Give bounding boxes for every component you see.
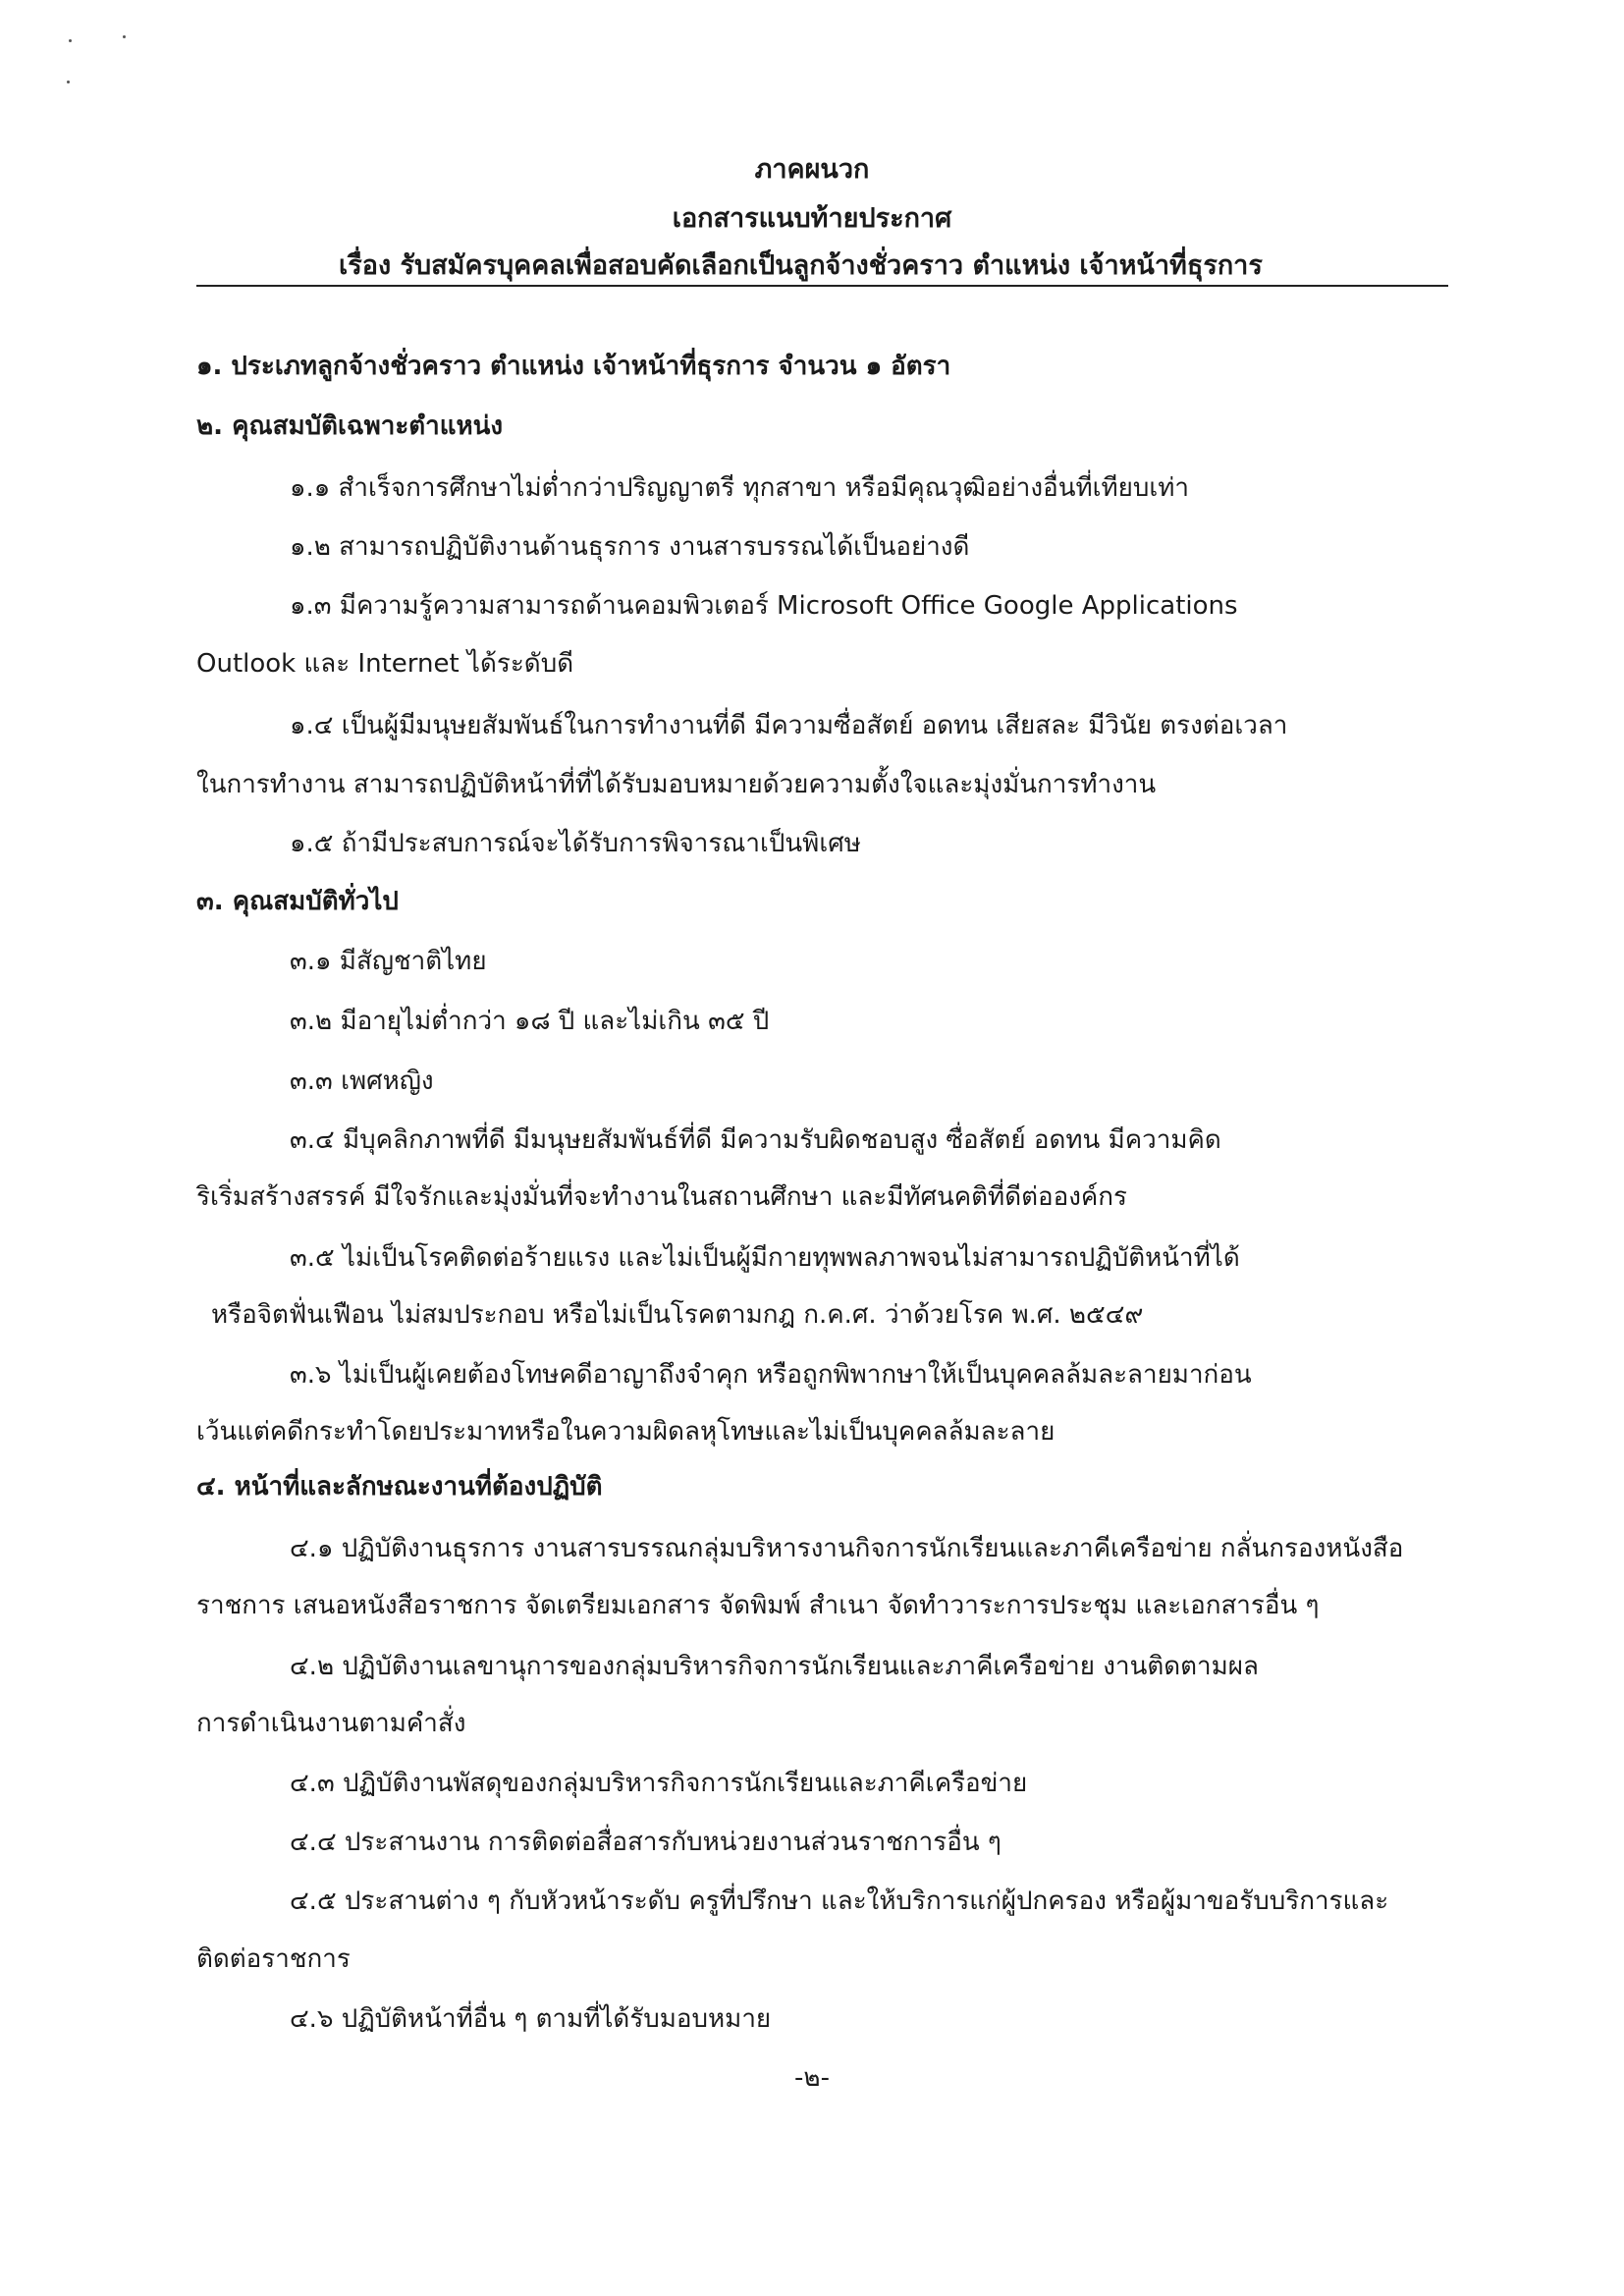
page-number: -๒- [794,2063,830,2093]
scan-speck [123,35,126,38]
item-4-1: ๔.๑ ปฏิบัติงานธุรการ งานสารบรรณกลุ่มบริหารงานกิจการนักเรียนและภาคีเครือข่าย กลั่นกรองหนังสือ [290,1534,1404,1563]
section-2-heading: ๒. คุณสมบัติเฉพาะตำแหน่ง [196,411,504,441]
subject-title: เรื่อง รับสมัครบุคคลเพื่อสอบคัดเลือกเป็นลูกจ้างชั่วคราว ตำแหน่ง เจ้าหน้าที่ธุรการ [339,250,1263,281]
item-3-6-continued: เว้นแต่คดีกระทำโดยประมาทหรือในความผิดลหุโทษและไม่เป็นบุคคลล้มละลาย [196,1417,1056,1447]
item-1-3-continued: Outlook และ Internet ได้ระดับดี [196,649,574,679]
section-4-heading: ๔. หน้าที่และลักษณะงานที่ต้องปฏิบัติ [196,1472,603,1502]
section-3-heading: ๓. คุณสมบัติทั่วไป [196,887,399,916]
item-1-3: ๑.๓ มีความรู้ความสามารถด้านคอมพิวเตอร์ Microsoft Office Google Applications [290,591,1238,621]
item-1-4: ๑.๔ เป็นผู้มีมนุษยสัมพันธ์ในการทำงานที่ดี มีความซื่อสัตย์ อดทน เสียสละ มีวินัย ตรงต่อเวลา [290,711,1288,740]
item-3-5: ๓.๕ ไม่เป็นโรคติดต่อร้ายแรง และไม่เป็นผู้มีกายทุพพลภาพจนไม่สามารถปฏิบัติหน้าที่ได้ [290,1243,1240,1273]
item-3-4: ๓.๔ มีบุคลิกภาพที่ดี มีมนุษยสัมพันธ์ที่ดี มีความรับผิดชอบสูง ซื่อสัตย์ อดทน มีความคิด [290,1125,1221,1155]
item-3-5-continued: หรือจิตฟั่นเฟือน ไม่สมประกอบ หรือไม่เป็นโรคตามกฎ ก.ค.ศ. ว่าด้วยโรค พ.ศ. ๒๕๔๙ [211,1300,1144,1330]
item-3-2: ๓.๒ มีอายุไม่ต่ำกว่า ๑๘ ปี และไม่เกิน ๓๕ ปี [290,1007,770,1036]
scan-speck [69,39,72,42]
item-1-2: ๑.๒ สามารถปฏิบัติงานด้านธุรการ งานสารบรรณได้เป็นอย่างดี [290,532,970,562]
item-4-3: ๔.๓ ปฏิบัติงานพัสดุของกลุ่มบริหารกิจการนักเรียนและภาคีเครือข่าย [290,1769,1028,1798]
item-1-5: ๑.๕ ถ้ามีประสบการณ์จะได้รับการพิจารณาเป็นพิเศษ [290,829,861,858]
item-1-1: ๑.๑ สำเร็จการศึกษาไม่ต่ำกว่าปริญญาตรี ทุกสาขา หรือมีคุณวุฒิอย่างอื่นที่เทียบเท่า [290,473,1190,503]
attachment-title: เอกสารแนบท้ายประกาศ [672,203,952,234]
item-4-2-continued: การดำเนินงานตามคำสั่ง [196,1709,466,1738]
item-4-4: ๔.๔ ประสานงาน การติดต่อสื่อสารกับหน่วยงานส่วนราชการอื่น ๆ [290,1828,1001,1857]
item-3-3: ๓.๓ เพศหญิง [290,1066,434,1096]
item-1-4-continued: ในการทำงาน สามารถปฏิบัติหน้าที่ที่ได้รับมอบหมายด้วยความตั้งใจและมุ่งมั่นการทำงาน [196,770,1157,799]
item-4-5-continued: ติดต่อราชการ [196,1944,351,1974]
item-3-6: ๓.๖ ไม่เป็นผู้เคยต้องโทษคดีอาญาถึงจำคุก หรือถูกพิพากษาให้เป็นบุคคลล้มละลายมาก่อน [290,1360,1252,1390]
header-divider [196,285,1448,287]
section-1-heading: ๑. ประเภทลูกจ้างชั่วคราว ตำแหน่ง เจ้าหน้าที่ธุรการ จำนวน ๑ อัตรา [196,352,951,381]
item-4-5: ๔.๕ ประสานต่าง ๆ กับหัวหน้าระดับ ครูที่ปรึกษา และให้บริการแก่ผู้ปกครอง หรือผู้มาขอรับบริการและ [290,1886,1389,1916]
item-4-2: ๔.๒ ปฏิบัติงานเลขานุการของกลุ่มบริหารกิจการนักเรียนและภาคีเครือข่าย งานติดตามผล [290,1652,1259,1681]
item-3-4-continued: ริเริ่มสร้างสรรค์ มีใจรักและมุ่งมั่นที่จะทำงานในสถานศึกษา และมีทัศนคติที่ดีต่อองค์กร [196,1182,1127,1212]
scan-speck [67,81,70,83]
item-3-1: ๓.๑ มีสัญชาติไทย [290,947,487,976]
item-4-6: ๔.๖ ปฏิบัติหน้าที่อื่น ๆ ตามที่ได้รับมอบหมาย [290,2004,772,2034]
item-4-1-continued: ราชการ เสนอหนังสือราชการ จัดเตรียมเอกสาร จัดพิมพ์ สำเนา จัดทำวาระการประชุม และเอกสารอื่น ๆ [196,1591,1320,1620]
appendix-title: ภาคผนวก [754,154,870,185]
